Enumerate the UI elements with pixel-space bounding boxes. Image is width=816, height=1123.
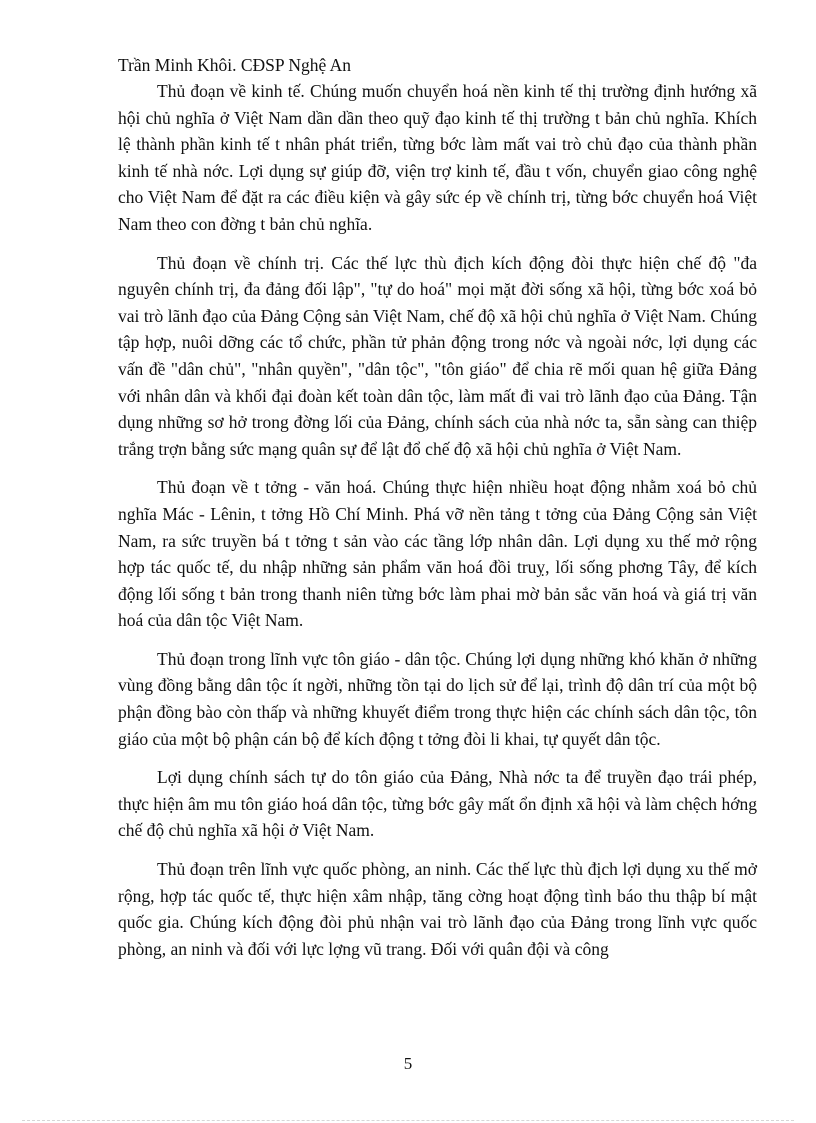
paragraph-ideology-culture: Thủ đoạn về t tởng - văn hoá. Chúng thực hiện nhiều hoạt động nhằm xoá bỏ chủ nghĩa Mác - Lênin, t tởng Hồ Chí Minh. Phá vỡ nền tảng t tởng của Đảng Cộng sản Việt Nam, ra sức truyền bá t tởng t sản vào các tầng lớp nhân dân. Lợi dụng xu thế mở rộng hợp tác quốc tế, du nhập những sản phẩm văn hoá đồi truỵ, lối sống phơng Tây, để kích động lối sống t bản trong thanh niên từng bớc làm phai mờ bản sắc văn hoá và giá trị văn hoá của dân tộc Việt Nam. bbox=[118, 477, 757, 631]
page-bottom-divider bbox=[22, 1120, 794, 1121]
paragraph-defense-security: Thủ đoạn trên lĩnh vực quốc phòng, an ninh. Các thế lực thù địch lợi dụng xu thế mở rộng, hợp tác quốc tế, thực hiện xâm nhập, tăng cờng hoạt động tình báo thu thập bí mật quốc gia. Chúng kích động đòi phủ nhận vai trò lãnh đạo của Đảng trong lĩnh vực quốc phòng, an ninh và đối với lực lợng vũ trang. Đối với quân đội và công bbox=[118, 859, 757, 959]
paragraph-politics: Thủ đoạn về chính trị. Các thế lực thù địch kích động đòi thực hiện chế độ "đa nguyên chính trị, đa đảng đối lập", "tự do hoá" mọi mặt đời sống xã hội, từng bớc xoá bỏ vai trò lãnh đạo của Đảng Cộng sản Việt Nam, chế độ xã hội chủ nghĩa ở Việt Nam. Chúng tập hợp, nuôi dỡng các tổ chức, phần tử phản động trong nớc và ngoài nớc, lợi dụng các vấn đề "dân chủ", "nhân quyền", "dân tộc", "tôn giáo" để chia rẽ mối quan hệ giữa Đảng với nhân dân và khối đại đoàn kết toàn dân tộc, làm mất đi vai trò lãnh đạo của Đảng. Tận dụng những sơ hở trong đờng lối của Đảng, chính sách của nhà nớc ta, sẵn sàng can thiệp trắng trợn bằng sức mạng quân sự để lật đổ chế độ xã hội chủ nghĩa ở Việt Nam. bbox=[118, 252, 757, 459]
page-number: 5 bbox=[403, 1054, 413, 1073]
body-text bbox=[118, 78, 757, 974]
paragraph-religious-policy: Lợi dụng chính sách tự do tôn giáo của Đảng, Nhà nớc ta để truyền đạo trái phép, thực hiện âm mu tôn giáo hoá dân tộc, từng bớc gây mất ổn định xã hội và làm chệch hớng chế độ chủ nghĩa xã hội ở Việt Nam. bbox=[118, 767, 757, 841]
paragraph-religion-ethnicity: Thủ đoạn trong lĩnh vực tôn giáo - dân tộc. Chúng lợi dụng những khó khăn ở những vùng đồng bằng dân tộc ít ngời, những tồn tại do lịch sử để lại, trình độ dân trí của một bộ phận đồng bào còn thấp và những khuyết điểm trong thực hiện các chính sách dân tộc, tôn giáo của một bộ phận cán bộ để kích động t tởng đòi li khai, tự quyết dân tộc. bbox=[118, 648, 757, 749]
paragraph-economy: Thủ đoạn về kinh tế. Chúng muốn chuyển hoá nền kinh tế thị trường định hướng xã hội chủ nghĩa ở Việt Nam dần dần theo quỹ đạo kinh tế thị trường t bản chủ nghĩa. Khích lệ thành phần kinh tế t nhân phát triển, từng bớc làm mất vai trò chủ đạo của thành phần kinh tế nhà nớc. Lợi dụng sự giúp đỡ, viện trợ kinh tế, đầu t vốn, chuyển giao công nghệ cho Việt Nam để đặt ra các điều kiện và gây sức ép về chính trị, từng bớc chuyển hoá Việt Nam theo con đờng t bản chủ nghĩa. bbox=[118, 81, 757, 234]
page-header: Trần Minh Khôi. CĐSP Nghệ An bbox=[118, 55, 352, 75]
